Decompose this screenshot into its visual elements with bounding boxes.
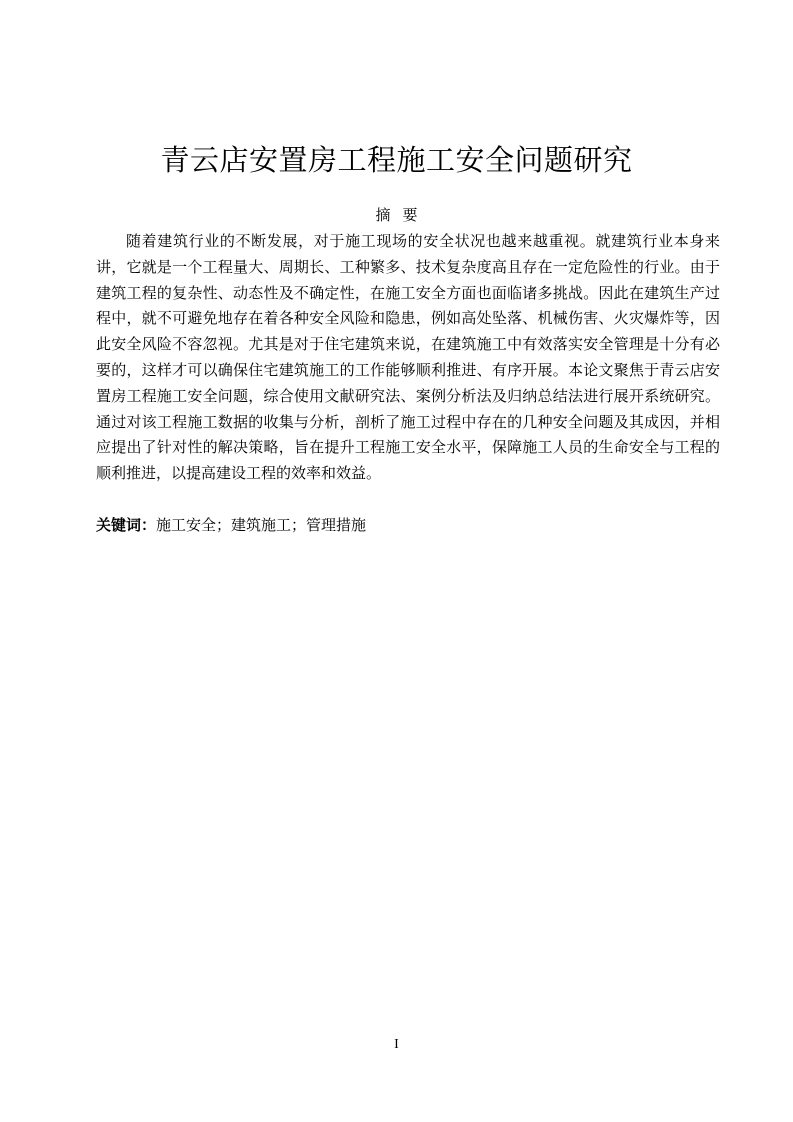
abstract-body: 随着建筑行业的不断发展，对于施工现场的安全状况也越来越重视。就建筑行业本身来讲，它就是一个工程量大、周期长、工种繁多、技术复杂度高且存在一定危险性的行业。由于建筑工程的复杂性、动态性及不确定性，在施工安全方面也面临诸多挑战。因此在建筑生产过程中，就不可避免地存在着各种安全风险和隐患，例如高处坠落、机械伤害、火灾爆炸等，因此安全风险不容忽视。尤其是对于住宅建筑来说，在建筑施工中有效落实安全管理是十分有必要的，这样才可以确保住宅建筑施工的工作能够顺利推进、有序开展。本论文聚焦于青云店安置房工程施工安全问题，综合使用文献研究法、案例分析法及归纳总结法进行展开系统研究。通过对该工程施工数据的收集与分析，剖析了施工过程中存在的几种安全问题及其成因，并相应提出了针对性的解决策略，旨在提升工程施工安全水平，保障施工人员的生命安全与工程的顺利推进，以提高建设工程的效率和效益。	[96, 232, 720, 483]
keywords-line	[96, 513, 720, 537]
paper-title: 青云店安置房工程施工安全问题研究	[160, 143, 633, 177]
keywords-value: 施工安全；建筑施工；管理措施	[156, 516, 367, 534]
page-number: I	[394, 1037, 399, 1052]
keywords-label: 关键词：	[96, 516, 157, 534]
abstract-heading: 摘要	[375, 206, 430, 224]
